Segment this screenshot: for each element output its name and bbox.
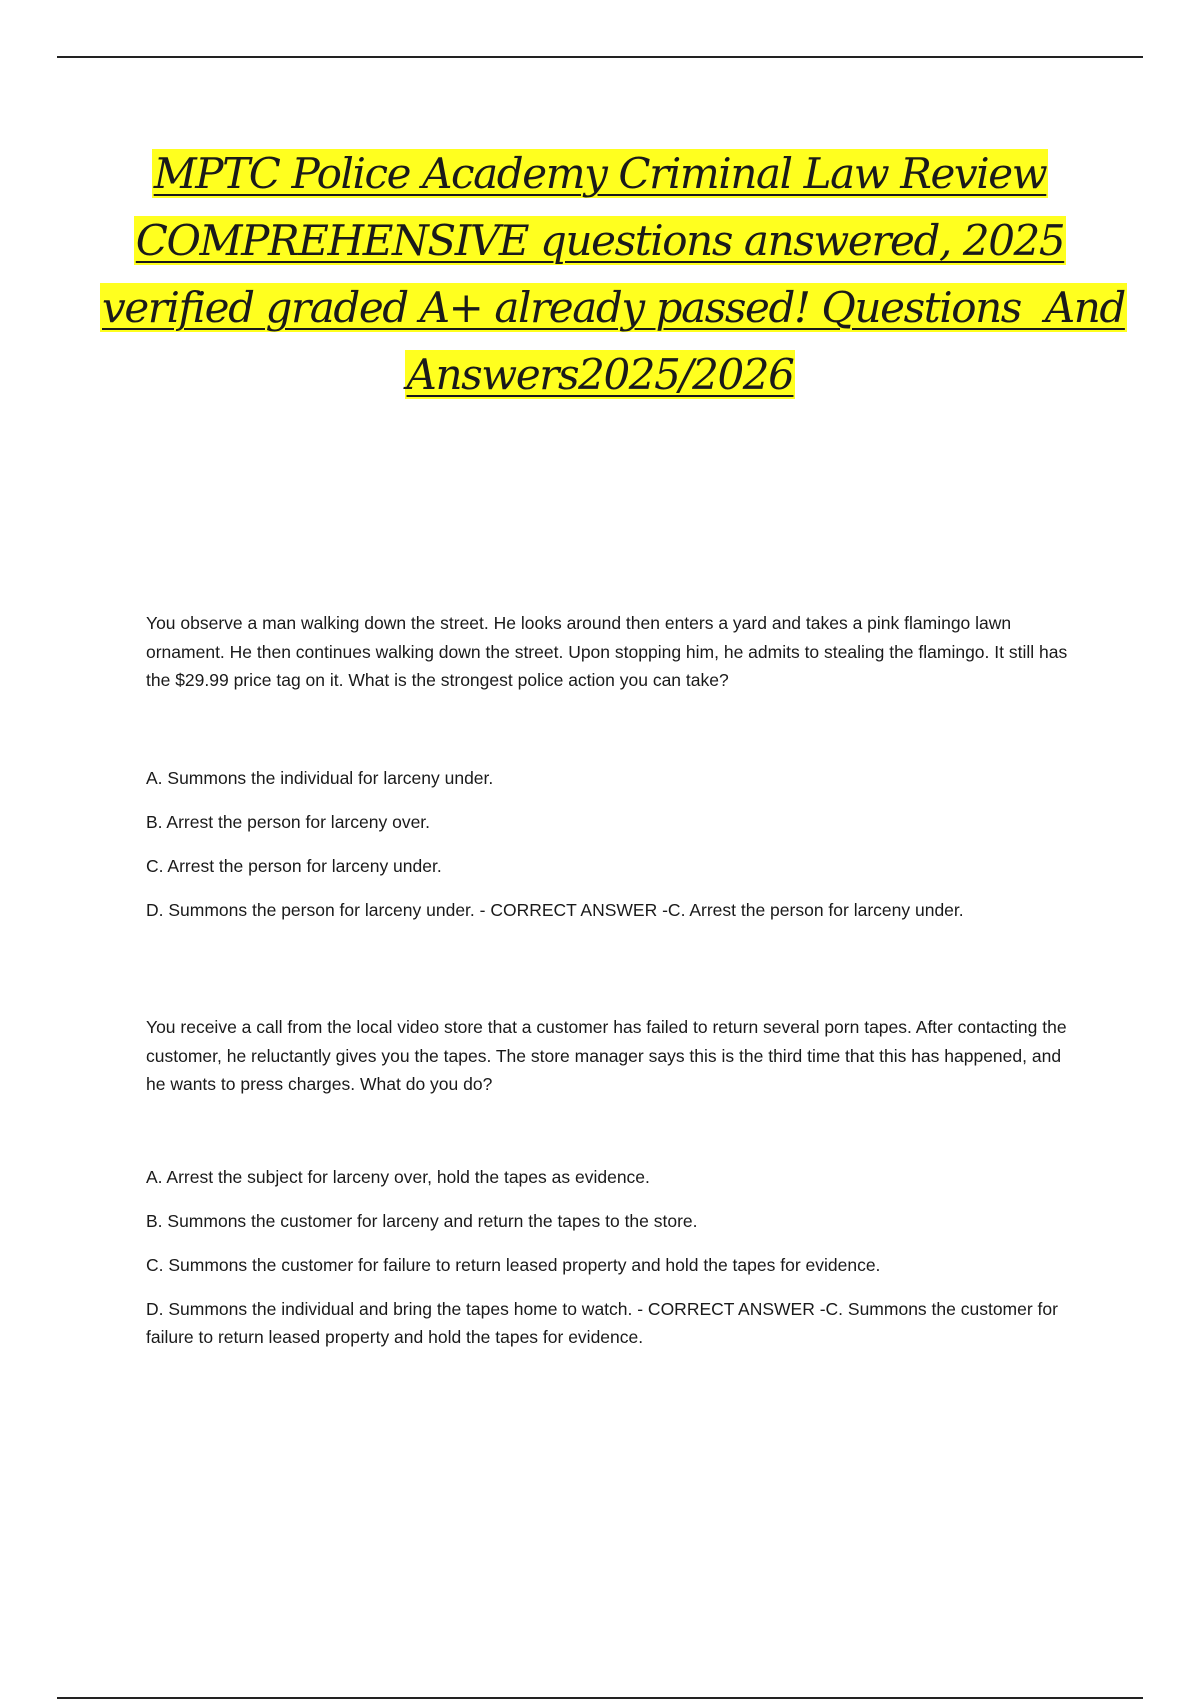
question-block-1 <box>146 609 1076 924</box>
answer-option-a: A. Summons the individual for larceny under. <box>146 767 494 788</box>
answer-option-d: D. Summons the individual and bring the tapes home to watch. - CORRECT ANSWER -C. Summons the customer for failure to return leased property and hold the tapes for evidence. <box>146 1298 1058 1347</box>
title-line-1: MPTC Police Academy Criminal Law Review <box>153 149 1047 198</box>
title-line-2: COMPREHENSIVE questions answered, 2025 <box>135 216 1065 265</box>
answer-option-b: B. Arrest the person for larceny over. <box>146 811 431 832</box>
question-text: You receive a call from the local video store that a customer has failed to return several porn tapes. After contacting the customer, he reluctantly gives you the tapes. The store manager says this is the third time that this has happened, and he wants to press charges. What do you do? <box>146 1017 1067 1094</box>
title-line-4: Answers2025/2026 <box>406 350 794 399</box>
answer-option-a: A. Arrest the subject for larceny over, hold the tapes as evidence. <box>146 1166 650 1187</box>
title-line-3: verified graded A+ already passed! Questions And <box>102 283 1125 332</box>
bottom-rule <box>57 1697 1143 1699</box>
top-rule <box>57 56 1143 58</box>
question-text: You observe a man walking down the street. He looks around then enters a yard and takes a pink flamingo lawn ornament. He then continues walking down the street. Upon stopping him, he admits to stealing the flamingo. It still has the $29.99 price tag on it. What is the strongest police action you can take? <box>146 613 1068 690</box>
question-block-2 <box>146 1013 1076 1351</box>
answer-option-c: C. Summons the customer for failure to return leased property and hold the tapes for evidence. <box>146 1254 881 1275</box>
answer-option-d: D. Summons the person for larceny under. - CORRECT ANSWER -C. Arrest the person for larceny under. <box>146 899 964 920</box>
document-title <box>100 140 1125 408</box>
answer-option-c: C. Arrest the person for larceny under. <box>146 855 442 876</box>
answer-option-b: B. Summons the customer for larceny and return the tapes to the store. <box>146 1210 698 1231</box>
